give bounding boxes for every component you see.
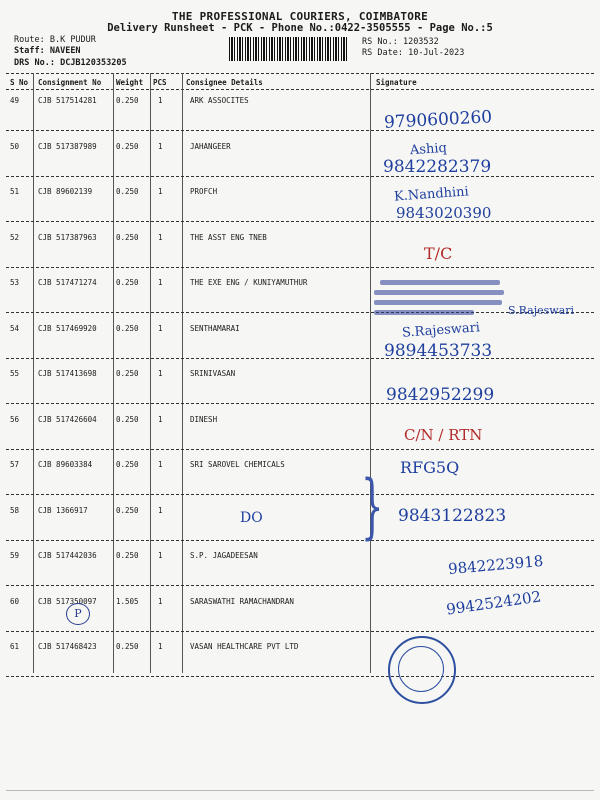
cell-pcs: 1 (158, 323, 163, 333)
staff-line (14, 46, 81, 56)
drs-label: DRS No.: (14, 58, 55, 68)
staff-value: NAVEEN (49, 46, 81, 56)
rs-no-value: 1203532 (402, 37, 439, 47)
cell-weight: 0.250 (116, 414, 139, 424)
table-top-rule (6, 73, 594, 74)
cell-sno: 57 (10, 460, 20, 469)
cell-consignee: SRINIVASAN (190, 369, 236, 378)
cell-weight: 0.250 (116, 187, 139, 196)
stamp-line (374, 310, 474, 315)
header-consignee: Consignee Details (186, 78, 263, 87)
cell-consignee: JAHANGEER (190, 141, 231, 151)
col-divider (113, 73, 114, 673)
cell-sno: 51 (10, 187, 20, 196)
handwritten-status: T/C (424, 244, 453, 263)
cell-pcs: 1 (158, 551, 163, 560)
stamp-line (380, 280, 500, 285)
cell-pcs: 1 (158, 369, 163, 378)
col-divider (33, 73, 34, 673)
col-divider (150, 73, 151, 673)
cell-weight: 1.505 (116, 596, 139, 606)
cell-sno: 49 (10, 96, 20, 105)
col-divider (182, 73, 183, 673)
handwritten-signature: RFG5Q (400, 458, 460, 477)
cell-consignee: VASAN HEALTHCARE PVT LTD (190, 642, 299, 651)
cell-pcs: 1 (158, 505, 163, 515)
handwritten-name: S.Rajeswari (401, 320, 481, 341)
barcode (229, 37, 349, 61)
handwritten-name: Ashiq (409, 140, 448, 159)
cell-consignment-no: CJB 89602139 (38, 187, 93, 196)
handwritten-phone: 9843122823 (398, 506, 507, 526)
cell-consignee: PROFCH (190, 187, 218, 196)
cell-weight: 0.250 (116, 323, 139, 333)
company-title: THE PROFESSIONAL COURIERS, COIMBATORE (171, 10, 429, 23)
circled-p-mark: P (66, 603, 90, 625)
page-bottom-rule (6, 790, 594, 791)
cell-consignee: S.P. JAGADEESAN (190, 551, 258, 560)
cell-pcs: 1 (158, 278, 163, 287)
row-rule (6, 176, 594, 177)
drs-line (14, 58, 127, 68)
stamp-line (374, 290, 504, 295)
col-divider (370, 73, 371, 673)
row-rule (6, 267, 594, 268)
cell-sno: 55 (10, 369, 20, 378)
row-rule (6, 449, 594, 450)
cell-pcs: 1 (158, 460, 163, 469)
cell-pcs: 1 (158, 232, 163, 242)
cell-consignee: SRI SAROVEL CHEMICALS (190, 460, 285, 469)
cell-consignee: SARASWATHI RAMACHANDRAN (190, 596, 294, 606)
cell-consignment-no: CJB 517387963 (38, 232, 97, 242)
cell-weight: 0.250 (116, 278, 139, 287)
cell-sno: 60 (10, 596, 20, 606)
cell-pcs: 1 (158, 187, 163, 196)
cell-sno: 56 (10, 414, 20, 424)
cell-weight: 0.250 (116, 96, 139, 105)
cell-sno: 54 (10, 323, 20, 333)
cell-sno: 50 (10, 141, 20, 151)
cell-weight: 0.250 (116, 460, 139, 469)
cell-weight: 0.250 (116, 505, 139, 515)
handwritten-phone: 9942524202 (445, 587, 543, 619)
cell-weight: 0.250 (116, 369, 139, 378)
rs-no-line (362, 37, 439, 47)
handwritten-phone: 9842952299 (386, 385, 495, 405)
drs-value: DCJB120353205 (60, 58, 127, 68)
route-label: Route: (14, 35, 45, 45)
handwritten-phone: 9842282379 (383, 157, 492, 177)
rs-date-label: RS Date: (362, 48, 403, 58)
cell-weight: 0.250 (116, 642, 139, 651)
cell-consignment-no: CJB 517471274 (38, 278, 97, 287)
row-rule (6, 585, 594, 586)
header-sno: S No (10, 78, 29, 87)
cell-weight: 0.250 (116, 551, 139, 560)
handwritten-status: C/N / RTN (404, 426, 483, 444)
row-rule (6, 403, 594, 404)
row-rule (6, 130, 594, 131)
cell-sno: 58 (10, 505, 20, 515)
row-rule (6, 631, 594, 632)
header-signature: Signature (376, 78, 417, 87)
route-value: B.K PUDUR (49, 35, 96, 45)
handwritten-phone: 9894453733 (384, 341, 493, 361)
handwritten-name: S.Rajeswari (508, 304, 575, 317)
cell-pcs: 1 (158, 141, 163, 151)
route-line (14, 35, 96, 45)
cell-pcs: 1 (158, 414, 163, 424)
cell-consignment-no: CJB 517387989 (38, 141, 97, 151)
cell-consignee: THE EXE ENG / KUNIYAMUTHUR (190, 278, 308, 287)
row-rule (6, 494, 594, 495)
header-weight: Weight (116, 78, 144, 87)
rs-date-value: 10-Jul-2023 (408, 48, 465, 58)
row-rule (6, 221, 594, 222)
header-rule (6, 89, 594, 90)
cell-consignment-no: CJB 517426604 (38, 414, 97, 424)
cell-consignee: ARK ASSOCITES (190, 96, 249, 105)
cell-consignment-no: CJB 517413698 (38, 369, 97, 378)
cell-sno: 59 (10, 551, 20, 560)
runsheet-subtitle: Delivery Runsheet - PCK - Phone No.:0422-3505555 - Page No.:5 (107, 22, 493, 34)
handwritten-name: K.Nandhini (393, 184, 470, 205)
cell-consignee: THE ASST ENG TNEB (190, 232, 267, 242)
ditto-brace: } (361, 465, 384, 547)
cell-consignment-no: CJB 517350097 (38, 596, 97, 606)
cell-consignment-no: CJB 517469920 (38, 323, 97, 333)
handwritten-phone: 9790600260 (383, 107, 493, 133)
staff-label: Staff: (14, 46, 45, 56)
handwritten-ditto: DO (240, 510, 263, 526)
cell-sno: 52 (10, 232, 20, 242)
stamp-line (374, 300, 502, 305)
cell-sno: 61 (10, 642, 20, 651)
cell-consignee: DINESH (190, 414, 218, 424)
cell-sno: 53 (10, 278, 20, 287)
round-seal (388, 636, 456, 704)
cell-weight: 0.250 (116, 141, 139, 151)
cell-consignment-no: CJB 1366917 (38, 505, 88, 515)
cell-pcs: 1 (158, 96, 163, 105)
cell-consignment-no: CJB 89603384 (38, 460, 93, 469)
header-consignment: Consignment No (38, 78, 102, 87)
cell-consignee: SENTHAMARAI (190, 323, 240, 333)
cell-weight: 0.250 (116, 232, 139, 242)
cell-consignment-no: CJB 517468423 (38, 642, 97, 651)
cell-consignment-no: CJB 517442036 (38, 551, 97, 560)
handwritten-phone: 9843020390 (396, 204, 492, 222)
cell-pcs: 1 (158, 596, 163, 606)
row-rule (6, 676, 594, 677)
row-rule (6, 358, 594, 359)
cell-pcs: 1 (158, 642, 163, 651)
rs-date-line (362, 48, 464, 58)
header-pcs: PCS (153, 78, 167, 87)
row-rule (6, 540, 594, 541)
handwritten-phone: 9842223918 (447, 551, 545, 579)
rs-no-label: RS No.: (362, 37, 398, 47)
cell-consignment-no: CJB 517514281 (38, 96, 97, 105)
